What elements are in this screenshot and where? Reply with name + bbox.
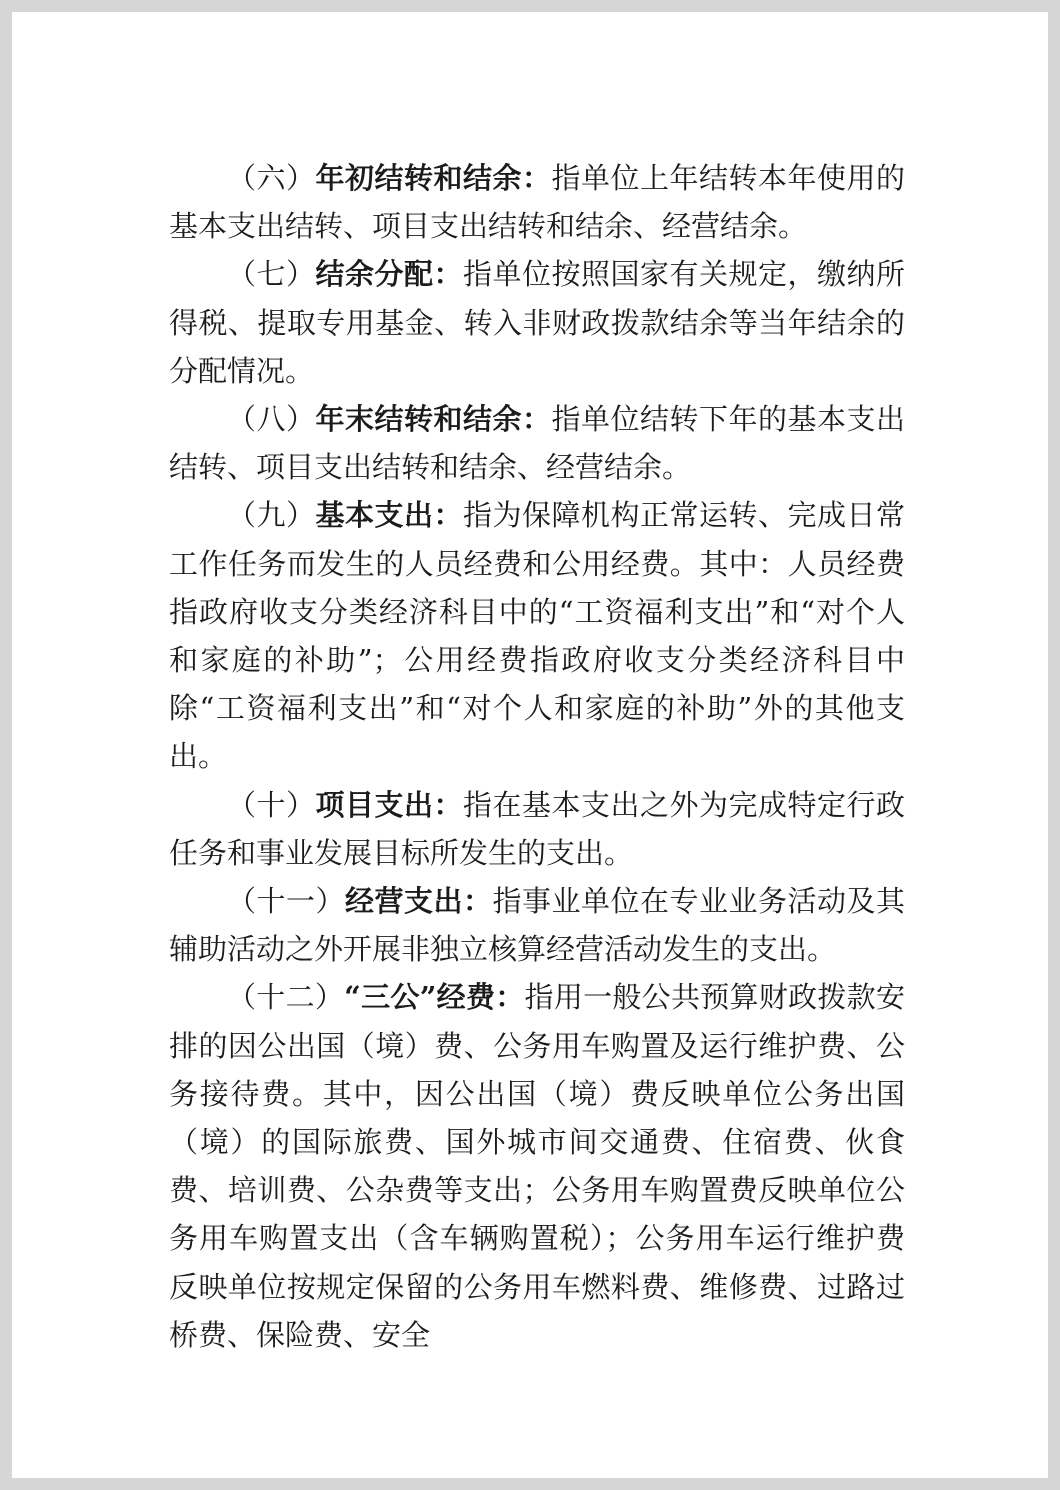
paragraph-term: 项目支出：: [315, 787, 463, 822]
paragraph-text: 指在基本支出之外为完成特定行政任务和事业发展目标所发生的支出。: [169, 787, 905, 870]
paragraph-term: 基本支出：: [315, 498, 463, 533]
paragraph-seven: [169, 250, 905, 395]
paragraph-term: “三公”经费：: [344, 980, 525, 1015]
document-page: [12, 12, 1048, 1478]
paragraph-term: 年末结转和结余：: [315, 402, 552, 437]
paragraph-text: 指事业单位在专业业务活动及其辅助活动之外开展非独立核算经营活动发生的支出。: [169, 884, 905, 967]
paragraph-term: 经营支出：: [345, 884, 493, 919]
paragraph-eight: [169, 395, 905, 491]
paragraph-text: 指单位结转下年的基本支出结转、项目支出结转和结余、经营结余。: [169, 402, 905, 485]
paragraph-number: （十）: [227, 787, 316, 822]
paragraph-term: 结余分配：: [315, 257, 463, 292]
paragraph-six: [169, 154, 905, 250]
paragraph-text: 指为保障机构正常运转、完成日常工作任务而发生的人员经费和公用经费。其中：人员经费指政府收支分类经济科目中的“工资福利支出”和“对个人和家庭的补助”；公用经费指政府收支分类经济科目中除“工资福利支出”和“对个人和家庭的补助”外的其他支出。: [169, 498, 905, 774]
document-body: [169, 154, 905, 1359]
paragraph-eleven: [169, 877, 905, 973]
paragraph-number: （十一）: [227, 884, 345, 919]
paragraph-twelve: [169, 973, 905, 1359]
paragraph-text: 指用一般公共预算财政拨款安排的因公出国（境）费、公务用车购置及运行维护费、公务接待费。其中，因公出国（境）费反映单位公务出国（境）的国际旅费、国外城市间交通费、住宿费、伙食费、培训费、公杂费等支出；公务用车购置费反映单位公务用车购置支出（含车辆购置税）；公务用车运行维护费反映单位按规定保留的公务用车燃料费、维修费、过路过桥费、保险费、安全: [169, 980, 905, 1352]
paragraph-text: 指单位上年结转本年使用的基本支出结转、项目支出结转和结余、经营结余。: [169, 161, 905, 244]
paragraph-number: （八）: [227, 402, 316, 437]
paragraph-ten: [169, 781, 905, 877]
paragraph-term: 年初结转和结余：: [315, 161, 552, 195]
paragraph-number: （十二）: [227, 980, 345, 1015]
paragraph-nine: [169, 491, 905, 780]
paragraph-text: 指单位按照国家有关规定，缴纳所得税、提取专用基金、转入非财政拨款结余等当年结余的分配情况。: [169, 257, 905, 388]
paragraph-number: （六）: [227, 161, 316, 195]
paragraph-number: （七）: [227, 257, 316, 292]
paragraph-number: （九）: [227, 498, 316, 533]
